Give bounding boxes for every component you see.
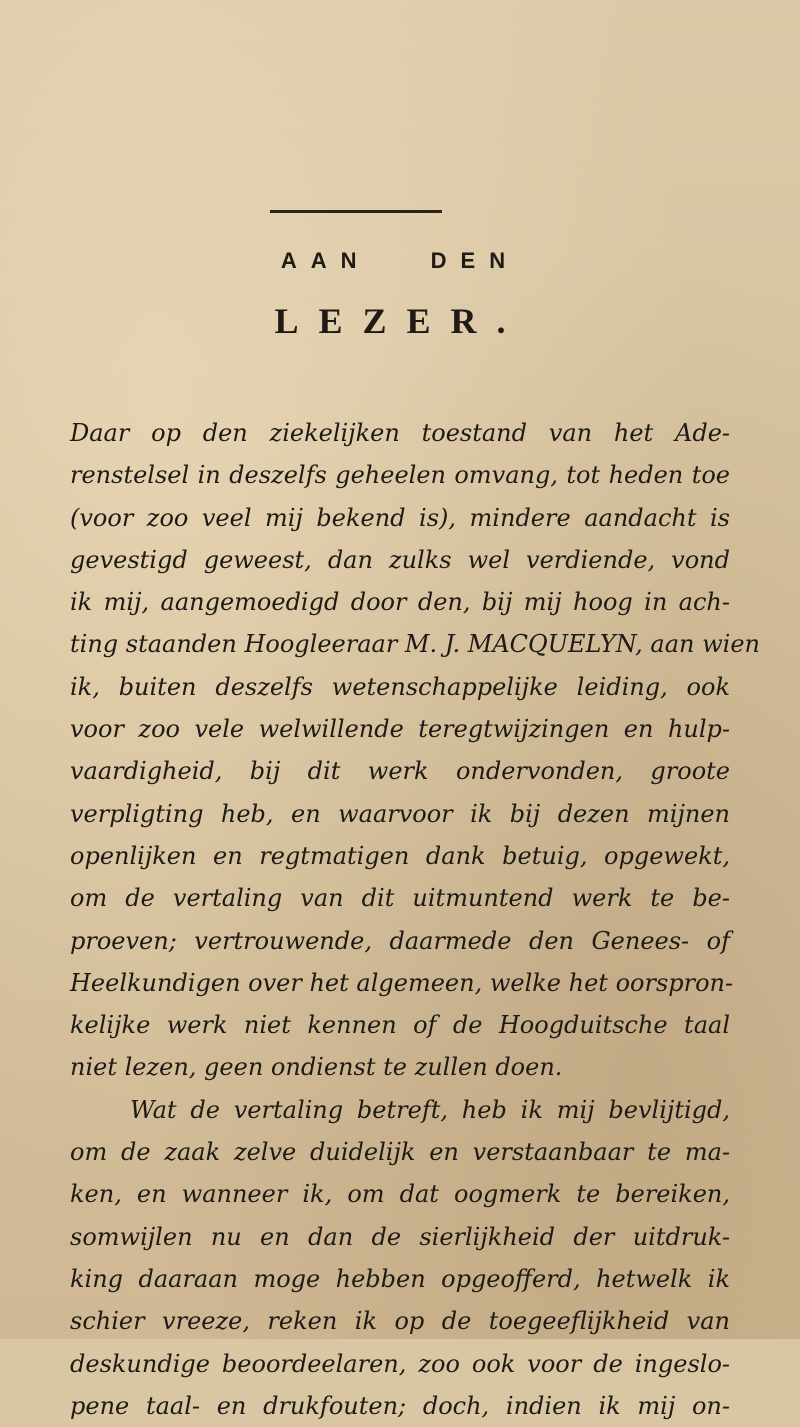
text-line-12: om de vertaling van dit uitmuntend werk te be- xyxy=(70,884,730,913)
text-line-17: Wat de vertaling betreft, heb ik mij bevlijtigd, xyxy=(130,1095,730,1124)
text-line-23: deskundige beoordeelaren, zoo ook voor de ingeslo- xyxy=(70,1349,730,1378)
text-line-5: ik mij, aangemoedigd door den, bij mij hoog in ach- xyxy=(70,588,730,617)
text-line-24: pene taal- en drukfouten; doch, indien ik mij on- xyxy=(70,1391,730,1420)
text-line-18: om de zaak zelve duidelijk en verstaanbaar te ma- xyxy=(70,1138,730,1167)
body-text xyxy=(70,412,761,1427)
text-line-21: king daaraan moge hebben opgeofferd, hetwelk ik xyxy=(70,1264,730,1293)
text-line-19: ken, en wanneer ik, om dat oogmerk te bereiken, xyxy=(70,1180,730,1209)
text-line-3: (voor zoo veel mij bekend is), mindere aandacht is xyxy=(70,503,730,532)
text-line-6: ting staanden Hoogleeraar M. J. MACQUELYN, aan wien xyxy=(70,630,761,659)
text-line-14: Heelkundigen over het algemeen, welke het oorspron- xyxy=(70,968,734,997)
text-line-1: Daar op den ziekelijken toestand van het Ade- xyxy=(70,419,730,447)
dedication-heading-to: AAN DEN xyxy=(280,248,520,273)
dedication-heading-reader: LEZER. xyxy=(274,301,526,341)
text-line-7: ik, buiten deszelfs wetenschappelijke leiding, ook xyxy=(70,672,730,701)
text-line-9: vaardigheid, bij dit werk ondervonden, groote xyxy=(70,757,730,786)
ornamental-rule xyxy=(270,210,442,213)
text-line-20: somwijlen nu en dan de sierlijkheid der uitdruk- xyxy=(70,1222,730,1251)
text-line-8: voor zoo vele welwillende teregtwijzingen en hulp- xyxy=(70,715,730,744)
text-line-15: kelijke werk niet kennen of de Hoogduitsche taal xyxy=(70,1011,730,1040)
text-line-2: renstelsel in deszelfs geheelen omvang, tot heden toe xyxy=(70,461,730,490)
text-line-16: niet lezen, geen ondienst te zullen doen. xyxy=(70,1053,563,1082)
text-line-13: proeven; vertrouwende, daarmede den Genees- of xyxy=(70,926,730,955)
text-line-22: schier vreeze, reken ik op de toegeeflijkheid van xyxy=(70,1307,730,1336)
text-line-11: openlijken en regtmatigen dank betuig, opgewekt, xyxy=(70,841,730,870)
text-line-10: verpligting heb, en waarvoor ik bij dezen mijnen xyxy=(70,799,730,828)
text-line-4: gevestigd geweest, dan zulks wel verdiende, vond xyxy=(70,545,730,574)
